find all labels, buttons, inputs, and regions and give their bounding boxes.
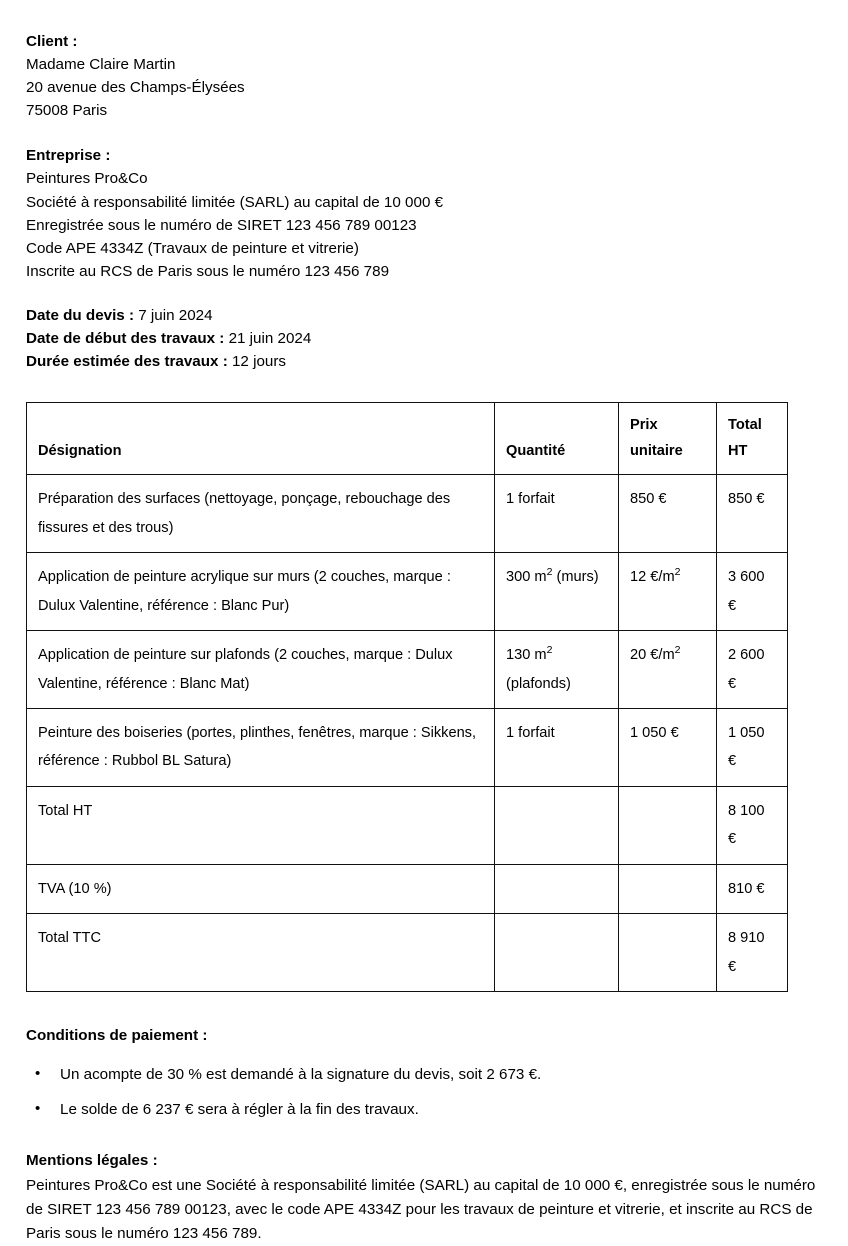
- header-prix-unitaire-line2: unitaire: [630, 442, 683, 459]
- entreprise-siret: Enregistrée sous le numéro de SIRET 123 456 789 00123: [26, 216, 417, 234]
- entreprise-ape-code: Code APE 4334Z (Travaux de peinture et vitrerie): [26, 239, 359, 257]
- client-address-street: 20 avenue des Champs-Élysées: [26, 79, 245, 97]
- row-2-prix-unitaire: [619, 553, 717, 631]
- row-4-quantite: 1 forfait: [495, 709, 619, 787]
- total-ht-prix-empty: [619, 786, 717, 864]
- row-2-quantite: [495, 553, 619, 631]
- total-ttc-label: Total TTC: [27, 914, 495, 992]
- row-1-quantite: 1 forfait: [495, 475, 619, 553]
- row-2-quantite-value: 300 m: [506, 569, 547, 586]
- table-row: [27, 475, 788, 553]
- row-2-quantite-exponent: 2: [546, 566, 553, 579]
- row-3-quantite-suffix: (plafonds): [506, 675, 571, 692]
- row-2-prix-unitaire-exponent: 2: [674, 566, 681, 579]
- devis-table-container: [26, 402, 822, 992]
- duree-value: 12 jours: [227, 353, 287, 371]
- header-total-ht-line1: Total: [728, 417, 762, 434]
- mentions-legales-heading: Mentions légales :: [26, 1152, 158, 1170]
- row-3-quantite-value: 130 m: [506, 647, 547, 664]
- condition-item-text: Le solde de 6 237 € sera à régler à la fin des travaux.: [60, 1101, 419, 1119]
- header-total-ht-line2: HT: [728, 442, 748, 459]
- row-1-prix-unitaire: 850 €: [619, 475, 717, 553]
- list-item: [26, 1063, 822, 1086]
- spacer-client-entreprise: [26, 122, 822, 144]
- date-devis-row: [26, 304, 822, 327]
- row-3-designation: Application de peinture sur plafonds (2 couches, marque : Dulux Valentine, référence : Blanc Mat): [27, 631, 495, 709]
- entreprise-legal-form: Société à responsabilité limitée (SARL) au capital de 10 000 €: [26, 193, 444, 211]
- row-4-prix-unitaire: 1 050 €: [619, 709, 717, 787]
- date-devis-label: Date du devis :: [26, 306, 135, 324]
- duree-label: Durée estimée des travaux :: [26, 353, 228, 371]
- header-quantite: Quantité: [495, 403, 619, 475]
- total-ttc-quantite-empty: [495, 914, 619, 992]
- row-3-prix-unitaire: [619, 631, 717, 709]
- duree-row: [26, 350, 822, 373]
- date-debut-value: 21 juin 2024: [224, 330, 312, 348]
- condition-item-text: Un acompte de 30 % est demandé à la signature du devis, soit 2 673 €.: [60, 1066, 542, 1084]
- table-row: [27, 709, 788, 787]
- tva-label: TVA (10 %): [27, 864, 495, 913]
- entreprise-name: Peintures Pro&Co: [26, 170, 148, 188]
- row-2-designation: Application de peinture acrylique sur murs (2 couches, marque : Dulux Valentine, référence : Blanc Pur): [27, 553, 495, 631]
- row-3-quantite-exponent: 2: [546, 644, 553, 657]
- row-1-total-ht: 850 €: [717, 475, 788, 553]
- tva-quantite-empty: [495, 864, 619, 913]
- tva-row: [27, 864, 788, 913]
- client-section: [26, 30, 822, 122]
- list-item: [26, 1098, 822, 1121]
- table-header-row: [27, 403, 788, 475]
- total-ht-label: Total HT: [27, 786, 495, 864]
- total-ttc-prix-empty: [619, 914, 717, 992]
- tva-prix-empty: [619, 864, 717, 913]
- row-4-designation: Peinture des boiseries (portes, plinthes, fenêtres, marque : Sikkens, référence : Rubbol BL Satura): [27, 709, 495, 787]
- row-3-quantite: [495, 631, 619, 709]
- client-address-city: 75008 Paris: [26, 102, 108, 120]
- row-3-total-ht: 2 600 €: [717, 631, 788, 709]
- dates-section: [26, 304, 822, 373]
- date-debut-label: Date de début des travaux :: [26, 330, 225, 348]
- header-prix-unitaire-line1: Prix: [630, 417, 658, 434]
- total-ttc-value: 8 910 €: [717, 914, 788, 992]
- bullet-icon: •: [35, 1100, 41, 1118]
- conditions-list: [26, 1063, 822, 1121]
- entreprise-section: [26, 144, 822, 283]
- devis-table: [26, 402, 788, 992]
- header-prix-unitaire: [619, 403, 717, 475]
- row-2-quantite-suffix: (murs): [552, 569, 599, 586]
- total-ttc-row: [27, 914, 788, 992]
- row-1-designation: Préparation des surfaces (nettoyage, ponçage, rebouchage des fissures et des trous): [27, 475, 495, 553]
- table-row: [27, 631, 788, 709]
- spacer-entreprise-dates: [26, 283, 822, 304]
- total-ht-row: [27, 786, 788, 864]
- conditions-heading: Conditions de paiement :: [26, 1027, 208, 1045]
- client-name: Madame Claire Martin: [26, 56, 176, 74]
- client-heading: Client :: [26, 33, 78, 50]
- bullet-icon: •: [35, 1065, 41, 1083]
- mentions-legales-body: Peintures Pro&Co est une Société à responsabilité limitée (SARL) au capital de 10 000 €, enregistrée sous le numéro de SIRET 123 456 789 00123, avec le code APE 4334Z pour les travaux de peinture et vitrerie, et inscrite au RCS de Paris sous le numéro 123 456 789.: [26, 1176, 816, 1243]
- row-4-total-ht: 1 050 €: [717, 709, 788, 787]
- tva-value: 810 €: [717, 864, 788, 913]
- entreprise-heading: Entreprise :: [26, 147, 111, 165]
- date-debut-row: [26, 327, 822, 350]
- date-devis-value: 7 juin 2024: [134, 306, 213, 324]
- table-row: [27, 553, 788, 631]
- row-3-prix-unitaire-value: 20 €/m: [630, 647, 675, 664]
- row-3-prix-unitaire-exponent: 2: [674, 644, 681, 657]
- entreprise-rcs: Inscrite au RCS de Paris sous le numéro 123 456 789: [26, 262, 390, 280]
- total-ht-quantite-empty: [495, 786, 619, 864]
- header-designation: Désignation: [27, 403, 495, 475]
- total-ht-value: 8 100 €: [717, 786, 788, 864]
- header-total-ht: [717, 403, 788, 475]
- row-2-prix-unitaire-value: 12 €/m: [630, 569, 675, 586]
- row-2-total-ht: 3 600 €: [717, 553, 788, 631]
